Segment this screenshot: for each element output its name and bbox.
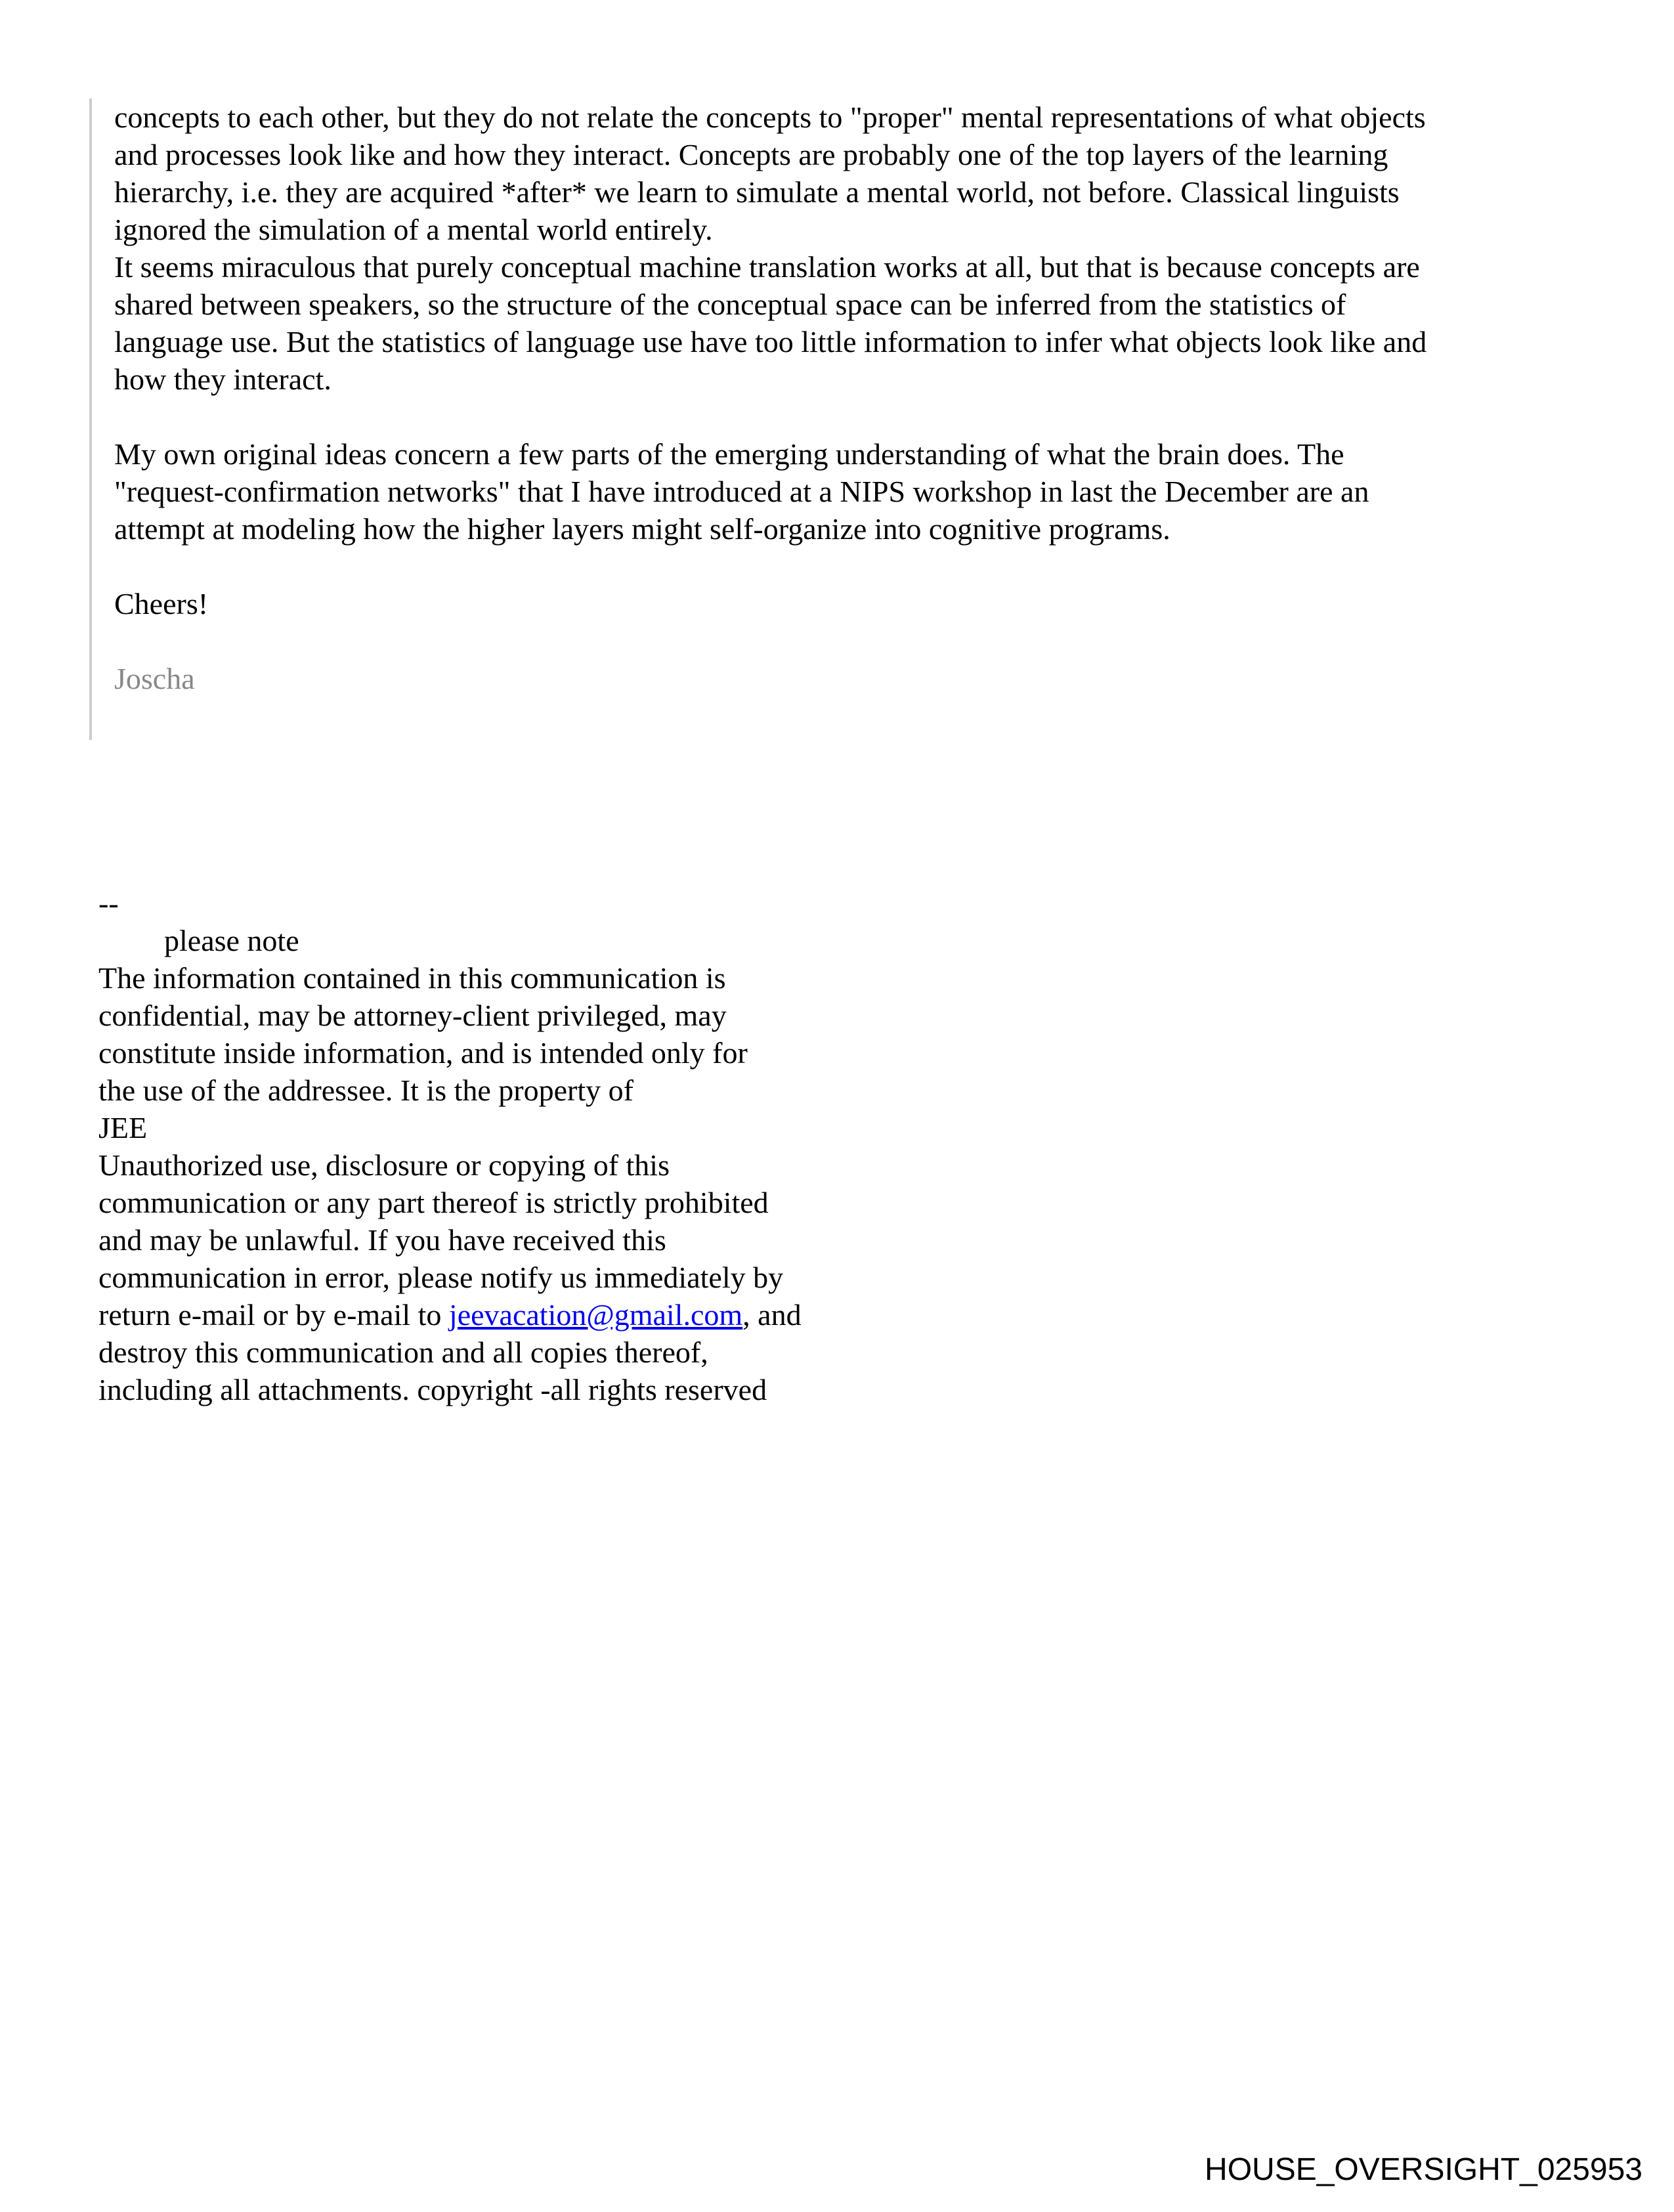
- quote-line: My own original ideas concern a few parts of the emerging understanding of what the brain does. The: [114, 437, 1344, 471]
- disclaimer-line: including all attachments. copyright -all rights reserved: [98, 1373, 767, 1406]
- signature-name: Joscha: [114, 662, 195, 695]
- disclaimer-line: the use of the addressee. It is the property of: [98, 1073, 633, 1107]
- closing-text: Cheers!: [114, 587, 209, 620]
- quoted-message-block: [89, 98, 1573, 740]
- paragraph-spacer: [114, 622, 1585, 660]
- paragraph-spacer: [114, 398, 1585, 435]
- quote-line: It seems miraculous that purely conceptual machine translation works at all, but that is because concepts are: [114, 250, 1420, 284]
- disclaimer-email-line: [98, 1296, 952, 1334]
- disclaimer-line: confidential, may be attorney-client privileged, may: [98, 999, 727, 1032]
- quote-line: "request-confirmation networks" that I have introduced at a NIPS workshop in last the December are an: [114, 475, 1369, 508]
- quote-line: ignored the simulation of a mental world entirely.: [114, 213, 713, 246]
- disclaimer-heading: please note: [164, 924, 299, 957]
- paragraph-spacer: [114, 548, 1585, 585]
- email-line-suffix: , and: [742, 1298, 802, 1332]
- quote-line: how they interact.: [114, 362, 332, 396]
- quote-line: attempt at modeling how the higher layers might self-organize into cognitive programs.: [114, 512, 1170, 546]
- disclaimer-line: communication in error, please notify us immediately by: [98, 1261, 784, 1294]
- quote-line: and processes look like and how they interact. Concepts are probably one of the top layers of the learning: [114, 138, 1388, 171]
- quote-line: hierarchy, i.e. they are acquired *after* we learn to simulate a mental world, not before. Classical linguists: [114, 175, 1400, 209]
- quote-line: language use. But the statistics of language use have too little information to infer what objects look like and: [114, 325, 1427, 358]
- disclaimer-line: communication or any part thereof is strictly prohibited: [98, 1186, 769, 1219]
- quote-line: shared between speakers, so the structure of the conceptual space can be inferred from the statistics of: [114, 288, 1346, 321]
- email-line-prefix: return e-mail or by e-mail to: [98, 1298, 449, 1332]
- signature-separator: --: [98, 886, 119, 920]
- disclaimer-line: The information contained in this communication is: [98, 961, 726, 995]
- confidentiality-disclaimer: [98, 884, 952, 1408]
- disclaimer-line: constitute inside information, and is intended only for: [98, 1036, 748, 1070]
- quote-line: concepts to each other, but they do not relate the concepts to "proper" mental representations of what objects: [114, 100, 1426, 134]
- email-link[interactable]: jeevacation@gmail.com: [448, 1298, 743, 1332]
- disclaimer-line: destroy this communication and all copies thereof,: [98, 1335, 708, 1369]
- disclaimer-line: JEE: [98, 1111, 148, 1144]
- disclaimer-line: Unauthorized use, disclosure or copying of this: [98, 1148, 670, 1182]
- quoted-message-body: [114, 98, 1585, 697]
- bates-number: HOUSE_OVERSIGHT_025953: [1205, 2152, 1642, 2187]
- disclaimer-line: and may be unlawful. If you have received this: [98, 1223, 666, 1257]
